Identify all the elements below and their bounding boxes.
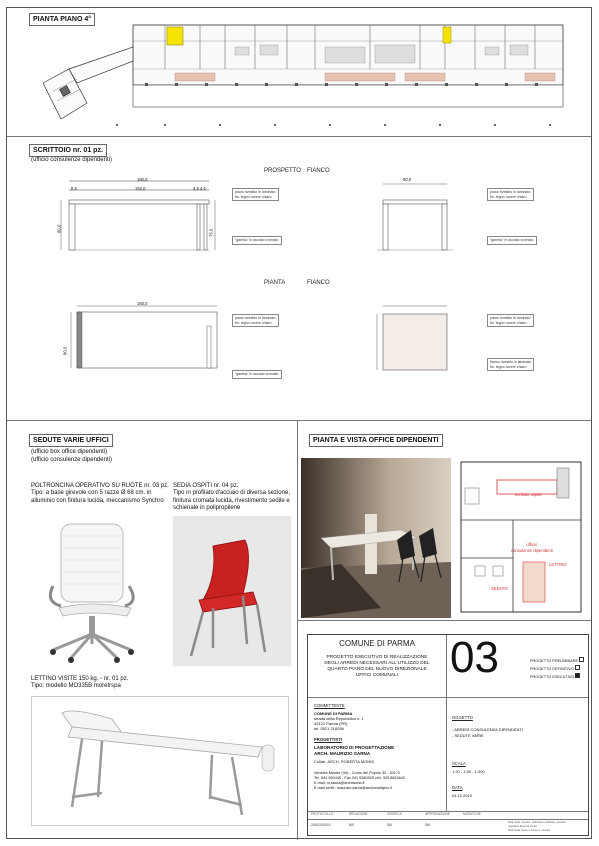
floor-plan — [25, 21, 565, 133]
tb-scala-label: SCALA — [452, 761, 466, 766]
tb-oggetto-label: OGGETTO — [452, 715, 473, 720]
office-plan — [453, 458, 589, 618]
tb-footer-values: 2010/2010/10 MS SM SM — [311, 823, 430, 827]
desk-side-plan — [375, 298, 455, 378]
seats-line1: (ufficio box office dipendenti) — [31, 449, 108, 455]
tb-client: COMUNE DI PARMA — [339, 639, 415, 648]
callout-plan-gamba: "gamba" in acciaio cromato — [232, 370, 282, 379]
desk-title: SCRITTOIO nr. 01 pz. — [29, 144, 107, 157]
view-prospetto: PROSPETTO — [264, 168, 301, 174]
plan-label-d: SEDUTE — [491, 586, 508, 591]
tb-address: Venezia-Mestre (Ve) - Corso del Popolo 32 - 30172 Tel. 041 950445 - Fax 041 5380929 cell. 329 8624642 E.mail. m.sarna@archiworld.it E.mail certif.: maurizio.sarna@archiworldpec.it — [314, 771, 405, 790]
bed-title: LETTINO VISITE 150 kg. - nr. 01 pz. — [31, 676, 129, 682]
tb-note: Dati sulle misure; utilizzare software quanto regolare licenza d'uso Dati sulle fonte e fonte e misura — [508, 820, 566, 832]
seats-line2: (ufficio consulenze dipendenti) — [31, 457, 112, 463]
callout-top-material: piano rivestito in laminato fin. legno rovere chiaro — [232, 188, 279, 201]
dim-total: 160,0 — [137, 177, 148, 182]
plan-label-a: scrittoio ospite — [515, 492, 542, 497]
bed-desc: Tipo: modello MO335B moretrspa — [31, 683, 121, 689]
title-block — [307, 634, 589, 836]
tb-phases: PROGETTO PRELIMINARE PROGETTO DEFINITIVO PROGETTO ESECUTIVO — [530, 657, 584, 681]
dim-h1: 80,0 — [56, 224, 62, 233]
seats-title: SEDUTE VARIE UFFICI — [29, 434, 113, 447]
divider-office — [297, 620, 591, 621]
view-fianco-bottom: FIANCO — [307, 280, 330, 286]
guest-desc: Tipo in profilato d'acciaio di diversa sezione, finitura cromata lucida, rivestimento sedile e schienale in polipropilene — [173, 490, 290, 511]
office-chair-photo — [31, 516, 171, 666]
dim-plan-h: 80,0 — [62, 346, 68, 355]
dim-mid: 152,0 — [135, 186, 146, 191]
tb-project: PROGETTO ESECUTIVO DI REALIZZAZIONE DEGLI ARREDI NECESSARI ALL'UTILIZZO DEL QUARTO PIANO DEL NUOVO DIREZIONALE UFFICI COMUNALI — [324, 655, 430, 678]
dim-plan-w: 160,0 — [137, 301, 148, 306]
office-render — [301, 458, 451, 618]
tb-oggetto: - ARREDI CONSULENZA DIPENDENTI - SEDUTE VARIE — [452, 727, 523, 738]
divider-plan — [7, 136, 591, 137]
chair-title: POLTRONCINA OPERATIVO SU RUOTE nr. 03 pz. — [31, 483, 169, 489]
tb-lab: LABORATORIO DI PROGETTAZIONE ARCH. MAURIZIO SARNA — [314, 745, 395, 756]
desk-side-elevation — [375, 176, 455, 256]
callout-fianco-gamba: "gamba" in acciaio cromato — [487, 236, 537, 245]
tb-progettisti-label: PROGETTISTI — [314, 737, 342, 742]
callout-fianco-plan-top: piano rivestito in laminato fin. legno rovere chiaro — [487, 314, 534, 327]
tb-collab: Collab. ARCH. ROBERTA MONDI — [314, 759, 375, 764]
desk-plan — [67, 298, 227, 378]
guest-title: SEDIA OSPITI nr. 04 pz. — [173, 483, 239, 489]
dim-side: 80,0 — [403, 177, 412, 182]
dim-h2: 75,0 — [208, 228, 214, 237]
drawing-sheet — [6, 7, 592, 839]
plan-title: PIANTA PIANO 4° — [29, 13, 95, 26]
tb-number: 03 — [450, 633, 499, 682]
tb-scala: 1:20 - 1:50 - 1:300 — [452, 769, 485, 774]
callout-gamba: "gamba" in acciaio cromato — [232, 236, 282, 245]
plan-label-c: LETTINO — [549, 562, 567, 567]
plan-label-b: ufficio consulenze dipendenti — [511, 542, 553, 553]
highlighted-room — [167, 27, 183, 45]
exam-bed-photo — [31, 696, 289, 826]
callout-fianco-plan-side: fianco rivestito in laminato fin. legno rovere chiaro — [487, 358, 534, 371]
tb-committente-label: COMMITTENTE — [314, 703, 345, 708]
dim-left: 8,5 — [71, 186, 77, 191]
tb-committente: COMUNE DI PARMA strada della Repubblica n. 1 43121 Parma (PR) tel. 0521 218286 — [314, 711, 364, 731]
office-title: PIANTA E VISTA OFFICE DIPENDENTI — [309, 434, 443, 447]
divider-vertical — [297, 420, 298, 840]
guest-chair-photo — [173, 516, 291, 666]
tb-data: 04.10.2010 — [452, 793, 473, 798]
view-fianco-top: FIANCO — [307, 168, 330, 174]
dim-right: 4,5 4,5 — [193, 186, 206, 191]
divider-desk — [7, 420, 591, 421]
callout-plan-top: piano rivestito in laminato fin. legno rovere chiaro — [232, 314, 279, 327]
callout-fianco-top: piano rivestito in laminato fin. legno rovere chiaro — [487, 188, 534, 201]
view-pianta: PIANTA — [264, 280, 286, 286]
desk-subtitle: (ufficio consulenze dipendenti) — [31, 157, 112, 163]
tb-data-label: DATA — [452, 785, 463, 790]
chair-desc: Tipo: a base girevole con 5 razze Ø 68 cm. in alluminio con finitura lucida, meccanismo Synchro — [31, 490, 164, 504]
tb-footer-headers: PROTOCOLLO REDAZIONE VERIFICA APPROVAZIONE MODIFICHE — [311, 812, 481, 816]
